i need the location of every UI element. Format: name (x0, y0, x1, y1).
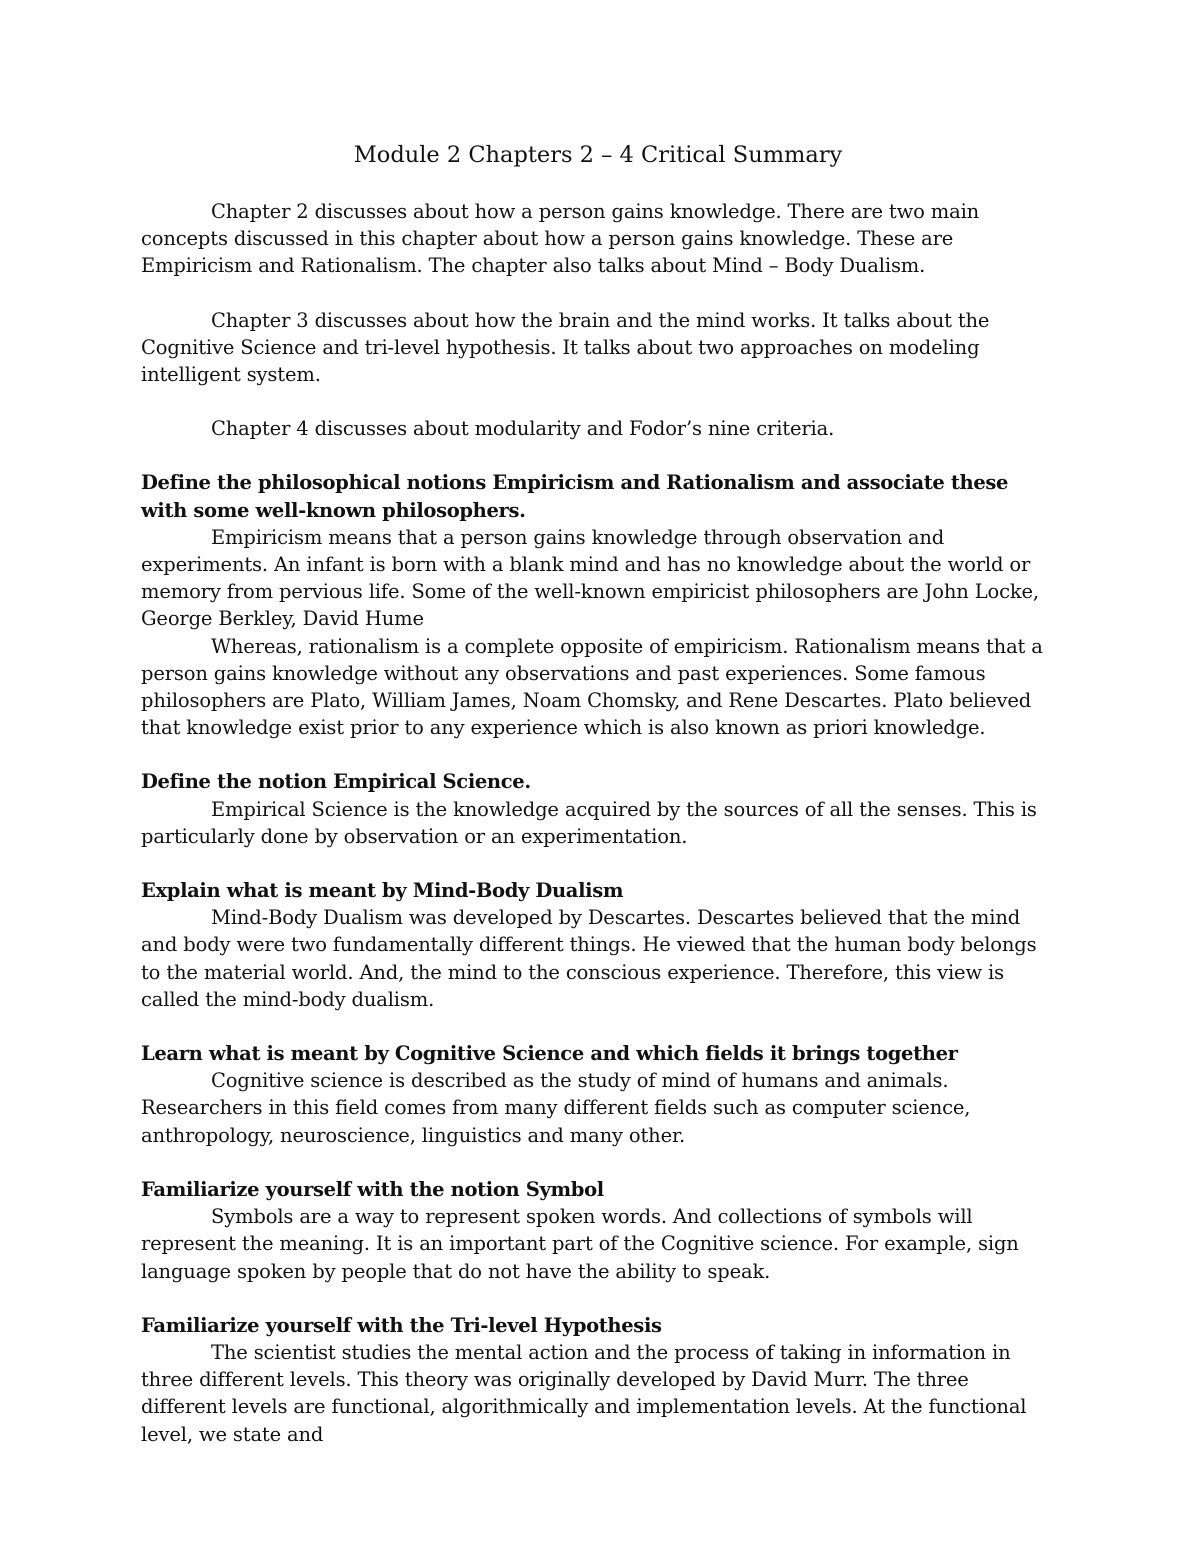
section-paragraph: Empirical Science is the knowledge acquired by the sources of all the senses. This is particularly done by observation or an experimentation. (141, 797, 1037, 848)
section-paragraph: Whereas, rationalism is a complete opposite of empiricism. Rationalism means that a person gains knowledge without any observations and past experiences. Some famous philosophers are Plato, William James, Noam Chomsky, and Rene Descartes. Plato believed that knowledge exist prior to any experience which is also known as priori knowledge. (141, 634, 1043, 740)
document-title: Module 2 Chapters 2 – 4 Critical Summary (353, 142, 843, 168)
section-heading: Familiarize yourself with the Tri-level Hypothesis (141, 1313, 662, 1337)
section-heading: Define the notion Empirical Science. (141, 770, 531, 794)
section-empirical-science (141, 768, 1055, 850)
intro-paragraph-chapter-3: Chapter 3 discusses about how the brain and the mind works. It talks about the Cognitive Science and tri-level hypothesis. It talks about two approaches on modeling intelligent system. (141, 308, 990, 387)
section-heading: Learn what is meant by Cognitive Science and which fields it brings together (141, 1042, 958, 1066)
section-heading: Familiarize yourself with the notion Symbol (141, 1177, 604, 1201)
section-symbol (141, 1176, 1055, 1285)
section-mind-body-dualism (141, 877, 1055, 1013)
section-empiricism-rationalism (141, 469, 1055, 741)
section-cognitive-science (141, 1040, 1055, 1149)
intro-paragraph-chapter-2: Chapter 2 discusses about how a person gains knowledge. There are two main concepts discussed in this chapter about how a person gains knowledge. These are Empiricism and Rationalism. The chapter also talks about Mind – Body Dualism. (141, 200, 980, 278)
section-tri-level-hypothesis (141, 1312, 1055, 1448)
intro-paragraph-chapter-4: Chapter 4 discusses about modularity and Fodor’s nine criteria. (211, 417, 835, 441)
section-paragraph: Symbols are a way to represent spoken words. And collections of symbols will represent the meaning. It is an important part of the Cognitive science. For example, sign language spoken by people that do not have the ability to speak. (141, 1205, 1019, 1283)
section-heading: Define the philosophical notions Empiricism and Rationalism and associate these with some well-known philosophers. (141, 471, 1009, 522)
section-paragraph: Empiricism means that a person gains knowledge through observation and experiments. An infant is born with a blank mind and has no knowledge about the world or memory from pervious life. Some of the well-known empiricist philosophers are John Locke, George Berkley, David Hume (141, 525, 1039, 631)
section-paragraph: Cognitive science is described as the study of mind of humans and animals. Researchers in this field comes from many different fields such as computer science, anthropology, neuroscience, linguistics and many other. (141, 1069, 971, 1147)
section-heading: Explain what is meant by Mind-Body Dualism (141, 879, 624, 903)
section-paragraph: The scientist studies the mental action and the process of taking in information in three different levels. This theory was originally developed by David Murr. The three different levels are functional, algorithmically and implementation levels. At the functional level, we state and (141, 1340, 1027, 1446)
section-paragraph: Mind-Body Dualism was developed by Descartes. Descartes believed that the mind and body were two fundamentally different things. He viewed that the human body belongs to the material world. And, the mind to the conscious experience. Therefore, this view is called the mind-body dualism. (141, 906, 1037, 1011)
